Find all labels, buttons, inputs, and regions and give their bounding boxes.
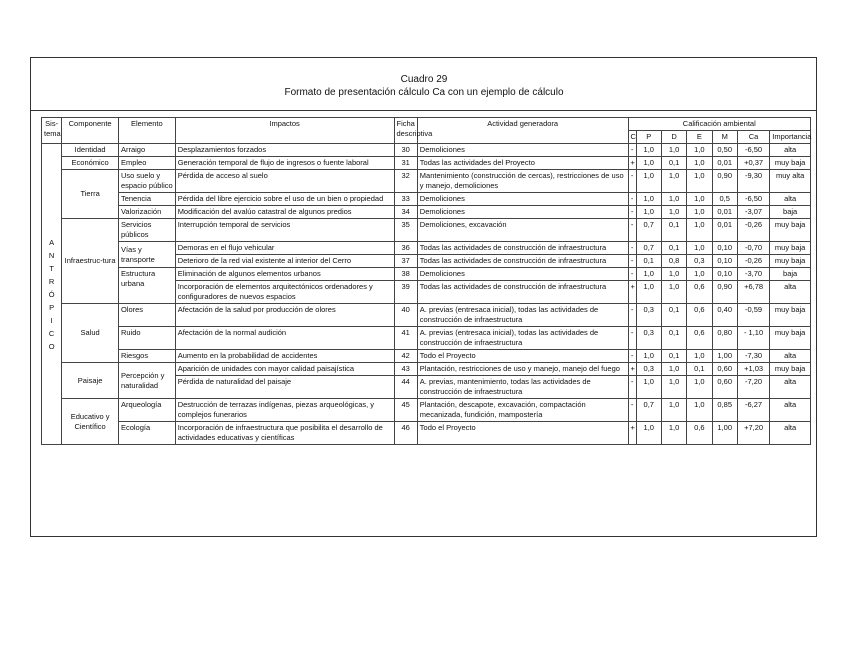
- c-cell: -: [628, 193, 636, 206]
- header-ca: Ca: [737, 131, 769, 144]
- d-cell: 0,1: [661, 350, 686, 363]
- ficha-cell: 42: [394, 350, 417, 363]
- c-cell: +: [628, 363, 636, 376]
- importancia-cell: muy baja: [770, 304, 811, 327]
- m-cell: 0,01: [712, 219, 737, 242]
- p-cell: 1,0: [636, 170, 661, 193]
- table-row: [42, 193, 811, 206]
- e-cell: 1,0: [687, 206, 712, 219]
- header-calificacion: Calificación ambiental: [628, 118, 810, 131]
- elemento-cell: Uso suelo y espacio público: [118, 170, 175, 193]
- header-m: M: [712, 131, 737, 144]
- table-row: [42, 170, 811, 193]
- c-cell: -: [628, 206, 636, 219]
- table-caption: Cuadro 29: [400, 74, 448, 85]
- p-cell: 0,3: [636, 363, 661, 376]
- ca-cell: -3,07: [737, 206, 769, 219]
- actividad-cell: A. previas (entresaca inicial), todas las actividades de construcción de infraestructura: [417, 304, 628, 327]
- ficha-cell: 35: [394, 219, 417, 242]
- actividad-cell: Todas las actividades de construcción de infraestructura: [417, 281, 628, 304]
- impacto-cell: Deterioro de la red vial existente al interior del Cerro: [175, 255, 394, 268]
- impacto-cell: Pérdida del libre ejercicio sobre el uso de un bien o propiedad: [175, 193, 394, 206]
- title-divider: [30, 110, 817, 111]
- actividad-cell: Todo el Proyecto: [417, 350, 628, 363]
- c-cell: -: [628, 255, 636, 268]
- importancia-cell: alta: [770, 350, 811, 363]
- c-cell: +: [628, 157, 636, 170]
- table-row: [42, 268, 811, 281]
- ca-cell: +6,78: [737, 281, 769, 304]
- elemento-cell: Riesgos: [118, 350, 175, 363]
- d-cell: 1,0: [661, 206, 686, 219]
- m-cell: 0,10: [712, 255, 737, 268]
- ficha-cell: 36: [394, 242, 417, 255]
- impact-table: [41, 117, 811, 445]
- p-cell: 1,0: [636, 144, 661, 157]
- actividad-cell: Todo el Proyecto: [417, 422, 628, 445]
- m-cell: 0,10: [712, 242, 737, 255]
- p-cell: 1,0: [636, 157, 661, 170]
- c-cell: -: [628, 170, 636, 193]
- header-ficha: Ficha descriptiva: [394, 118, 417, 144]
- actividad-cell: Demoliciones: [417, 206, 628, 219]
- actividad-cell: Demoliciones: [417, 144, 628, 157]
- impacto-cell: Generación temporal de flujo de ingresos o fuente laboral: [175, 157, 394, 170]
- header-e: E: [687, 131, 712, 144]
- c-cell: -: [628, 242, 636, 255]
- table-row: [42, 363, 811, 376]
- header-sistema: Sis-tema: [42, 118, 62, 144]
- componente-cell: Económico: [62, 157, 119, 170]
- ca-cell: -6,50: [737, 193, 769, 206]
- c-cell: -: [628, 399, 636, 422]
- header-d: D: [661, 131, 686, 144]
- ficha-cell: 39: [394, 281, 417, 304]
- sistema-letter: Ó: [48, 289, 55, 299]
- m-cell: 0,90: [712, 170, 737, 193]
- importancia-cell: alta: [770, 193, 811, 206]
- table-row: [42, 327, 811, 350]
- header-elemento: Elemento: [118, 118, 175, 144]
- d-cell: 0,1: [661, 327, 686, 350]
- sistema-letter: P: [49, 302, 55, 312]
- table-row: [42, 350, 811, 363]
- ficha-cell: 45: [394, 399, 417, 422]
- e-cell: 0,3: [687, 255, 712, 268]
- ficha-cell: 43: [394, 363, 417, 376]
- d-cell: 0,1: [661, 219, 686, 242]
- header-componente: Componente: [62, 118, 119, 144]
- header-c: C: [628, 131, 636, 144]
- ca-cell: -7,20: [737, 376, 769, 399]
- d-cell: 0,8: [661, 255, 686, 268]
- e-cell: 1,0: [687, 242, 712, 255]
- ficha-cell: 33: [394, 193, 417, 206]
- d-cell: 1,0: [661, 170, 686, 193]
- e-cell: 0,6: [687, 281, 712, 304]
- ca-cell: -0,59: [737, 304, 769, 327]
- c-cell: +: [628, 422, 636, 445]
- elemento-cell: Arraigo: [118, 144, 175, 157]
- p-cell: 1,0: [636, 376, 661, 399]
- p-cell: 0,1: [636, 255, 661, 268]
- e-cell: 0,6: [687, 304, 712, 327]
- m-cell: 0,5: [712, 193, 737, 206]
- actividad-cell: Demoliciones, excavación: [417, 219, 628, 242]
- actividad-cell: Todas las actividades de construcción de infraestructura: [417, 242, 628, 255]
- table-row: [42, 304, 811, 327]
- impacto-cell: Aparición de unidades con mayor calidad paisajística: [175, 363, 394, 376]
- elemento-cell: Estructura urbana: [118, 268, 175, 304]
- m-cell: 0,90: [712, 281, 737, 304]
- d-cell: 1,0: [661, 144, 686, 157]
- importancia-cell: muy baja: [770, 157, 811, 170]
- d-cell: 1,0: [661, 422, 686, 445]
- d-cell: 1,0: [661, 376, 686, 399]
- importancia-cell: muy baja: [770, 219, 811, 242]
- d-cell: 0,1: [661, 304, 686, 327]
- ficha-cell: 46: [394, 422, 417, 445]
- elemento-cell: Arqueología: [118, 399, 175, 422]
- e-cell: 0,1: [687, 363, 712, 376]
- componente-cell: Identidad: [62, 144, 119, 157]
- e-cell: 0,6: [687, 422, 712, 445]
- elemento-cell: Empleo: [118, 157, 175, 170]
- p-cell: 1,0: [636, 281, 661, 304]
- c-cell: -: [628, 304, 636, 327]
- p-cell: 1,0: [636, 193, 661, 206]
- importancia-cell: alta: [770, 144, 811, 157]
- e-cell: 1,0: [687, 157, 712, 170]
- ficha-cell: 37: [394, 255, 417, 268]
- table-row: [42, 422, 811, 445]
- componente-cell: Salud: [62, 304, 119, 363]
- table-row: [42, 399, 811, 422]
- sistema-letter: A: [49, 237, 55, 247]
- e-cell: 1,0: [687, 350, 712, 363]
- p-cell: 0,7: [636, 242, 661, 255]
- e-cell: 1,0: [687, 193, 712, 206]
- actividad-cell: A. previas, mantenimiento, todas las actividades de construcción de infraestructura: [417, 376, 628, 399]
- table-row: [42, 157, 811, 170]
- elemento-cell: Olores: [118, 304, 175, 327]
- ficha-cell: 38: [394, 268, 417, 281]
- table-row: [42, 206, 811, 219]
- e-cell: 1,0: [687, 268, 712, 281]
- elemento-cell: Percepción y naturalidad: [118, 363, 175, 399]
- header-importancia: Importancia: [770, 131, 811, 144]
- importancia-cell: muy baja: [770, 242, 811, 255]
- impacto-cell: Modificación del avalúo catastral de algunos predios: [175, 206, 394, 219]
- importancia-cell: muy baja: [770, 255, 811, 268]
- m-cell: 1,00: [712, 422, 737, 445]
- c-cell: -: [628, 327, 636, 350]
- p-cell: 1,0: [636, 268, 661, 281]
- e-cell: 0,6: [687, 327, 712, 350]
- ca-cell: - 1,10: [737, 327, 769, 350]
- m-cell: 0,10: [712, 268, 737, 281]
- elemento-cell: Servicios públicos: [118, 219, 175, 242]
- sistema-letter: I: [50, 315, 53, 325]
- importancia-cell: muy baja: [770, 327, 811, 350]
- actividad-cell: Plantación, restricciones de uso y manejo, manejo del fuego: [417, 363, 628, 376]
- p-cell: 0,3: [636, 304, 661, 327]
- ficha-cell: 44: [394, 376, 417, 399]
- header-actividad: Actividad generadora: [417, 118, 628, 144]
- table-row: [42, 144, 811, 157]
- c-cell: -: [628, 350, 636, 363]
- d-cell: 1,0: [661, 399, 686, 422]
- d-cell: 0,1: [661, 242, 686, 255]
- impacto-cell: Eliminación de algunos elementos urbanos: [175, 268, 394, 281]
- impacto-cell: Incorporación de elementos arquitectónicos ordenadores y configuradores de nuevos espacios: [175, 281, 394, 304]
- elemento-cell: Tenencia: [118, 193, 175, 206]
- d-cell: 1,0: [661, 268, 686, 281]
- ficha-cell: 31: [394, 157, 417, 170]
- d-cell: 1,0: [661, 281, 686, 304]
- ca-cell: -6,27: [737, 399, 769, 422]
- header-impactos: Impactos: [175, 118, 394, 144]
- sistema-letter: R: [48, 276, 55, 286]
- importancia-cell: alta: [770, 399, 811, 422]
- ca-cell: +7,20: [737, 422, 769, 445]
- actividad-cell: Demoliciones: [417, 193, 628, 206]
- impacto-cell: Pérdida de naturalidad del paisaje: [175, 376, 394, 399]
- c-cell: -: [628, 219, 636, 242]
- ficha-cell: 41: [394, 327, 417, 350]
- ca-cell: +1,03: [737, 363, 769, 376]
- ficha-cell: 32: [394, 170, 417, 193]
- impacto-cell: Desplazamientos forzados: [175, 144, 394, 157]
- p-cell: 1,0: [636, 206, 661, 219]
- ficha-cell: 40: [394, 304, 417, 327]
- elemento-cell: Ruido: [118, 327, 175, 350]
- p-cell: 0,7: [636, 219, 661, 242]
- table-row: [42, 219, 811, 242]
- impacto-cell: Destrucción de terrazas indígenas, piezas arqueológicas, y complejos funerarios: [175, 399, 394, 422]
- table-row: [42, 242, 811, 255]
- ca-cell: -0,26: [737, 255, 769, 268]
- sistema-letter: C: [48, 328, 55, 338]
- ca-cell: -9,30: [737, 170, 769, 193]
- e-cell: 1,0: [687, 219, 712, 242]
- actividad-cell: Plantación, descapote, excavación, compactación mecanizada, fundición, mampostería: [417, 399, 628, 422]
- ca-cell: -0,70: [737, 242, 769, 255]
- componente-cell: Educativo y Científico: [62, 399, 119, 445]
- d-cell: 1,0: [661, 193, 686, 206]
- d-cell: 0,1: [661, 157, 686, 170]
- m-cell: 0,01: [712, 206, 737, 219]
- e-cell: 1,0: [687, 399, 712, 422]
- table-subtitle: Formato de presentación cálculo Ca con un ejemplo de cálculo: [284, 87, 564, 98]
- actividad-cell: Mantenimiento (construcción de cercas), restricciones de uso y manejo, demoliciones: [417, 170, 628, 193]
- ca-cell: -6,50: [737, 144, 769, 157]
- elemento-cell: Valorización: [118, 206, 175, 219]
- e-cell: 1,0: [687, 144, 712, 157]
- header-p: P: [636, 131, 661, 144]
- sistema-letter: N: [48, 250, 55, 260]
- p-cell: 0,3: [636, 327, 661, 350]
- componente-cell: Paisaje: [62, 363, 119, 399]
- impacto-cell: Demoras en el flujo vehicular: [175, 242, 394, 255]
- ca-cell: +0,37: [737, 157, 769, 170]
- impacto-cell: Pérdida de acceso al suelo: [175, 170, 394, 193]
- importancia-cell: alta: [770, 281, 811, 304]
- impacto-cell: Incorporación de infraestructura que posibilita el desarrollo de actividades educativas y científicas: [175, 422, 394, 445]
- ficha-cell: 34: [394, 206, 417, 219]
- c-cell: -: [628, 268, 636, 281]
- m-cell: 0,50: [712, 144, 737, 157]
- m-cell: 0,60: [712, 376, 737, 399]
- e-cell: 1,0: [687, 170, 712, 193]
- importancia-cell: baja: [770, 206, 811, 219]
- m-cell: 1,00: [712, 350, 737, 363]
- m-cell: 0,80: [712, 327, 737, 350]
- c-cell: -: [628, 144, 636, 157]
- componente-cell: Infraestruc-tura: [62, 219, 119, 304]
- c-cell: +: [628, 281, 636, 304]
- componente-cell: Tierra: [62, 170, 119, 219]
- m-cell: 0,01: [712, 157, 737, 170]
- actividad-cell: Todas las actividades de construcción de infraestructura: [417, 255, 628, 268]
- d-cell: 1,0: [661, 363, 686, 376]
- impacto-cell: Interrupción temporal de servicios: [175, 219, 394, 242]
- ficha-cell: 30: [394, 144, 417, 157]
- elemento-cell: Ecología: [118, 422, 175, 445]
- importancia-cell: baja: [770, 268, 811, 281]
- p-cell: 1,0: [636, 422, 661, 445]
- ca-cell: -3,70: [737, 268, 769, 281]
- importancia-cell: muy baja: [770, 363, 811, 376]
- sistema-letter: T: [49, 263, 54, 273]
- importancia-cell: muy alta: [770, 170, 811, 193]
- ca-cell: -0,26: [737, 219, 769, 242]
- m-cell: 0,40: [712, 304, 737, 327]
- impacto-cell: Afectación de la salud por producción de olores: [175, 304, 394, 327]
- p-cell: 1,0: [636, 350, 661, 363]
- actividad-cell: Todas las actividades del Proyecto: [417, 157, 628, 170]
- actividad-cell: Demoliciones: [417, 268, 628, 281]
- m-cell: 0,60: [712, 363, 737, 376]
- ca-cell: -7,30: [737, 350, 769, 363]
- c-cell: -: [628, 376, 636, 399]
- p-cell: 0,7: [636, 399, 661, 422]
- e-cell: 1,0: [687, 376, 712, 399]
- importancia-cell: alta: [770, 422, 811, 445]
- impacto-cell: Afectación de la normal audición: [175, 327, 394, 350]
- m-cell: 0,85: [712, 399, 737, 422]
- sistema-letter: O: [48, 341, 55, 351]
- impacto-cell: Aumento en la probabilidad de accidentes: [175, 350, 394, 363]
- sistema-cell: [42, 144, 62, 445]
- actividad-cell: A. previas (entresaca inicial), todas las actividades de construcción de infraestructura: [417, 327, 628, 350]
- importancia-cell: alta: [770, 376, 811, 399]
- elemento-cell: Vías y transporte: [118, 242, 175, 268]
